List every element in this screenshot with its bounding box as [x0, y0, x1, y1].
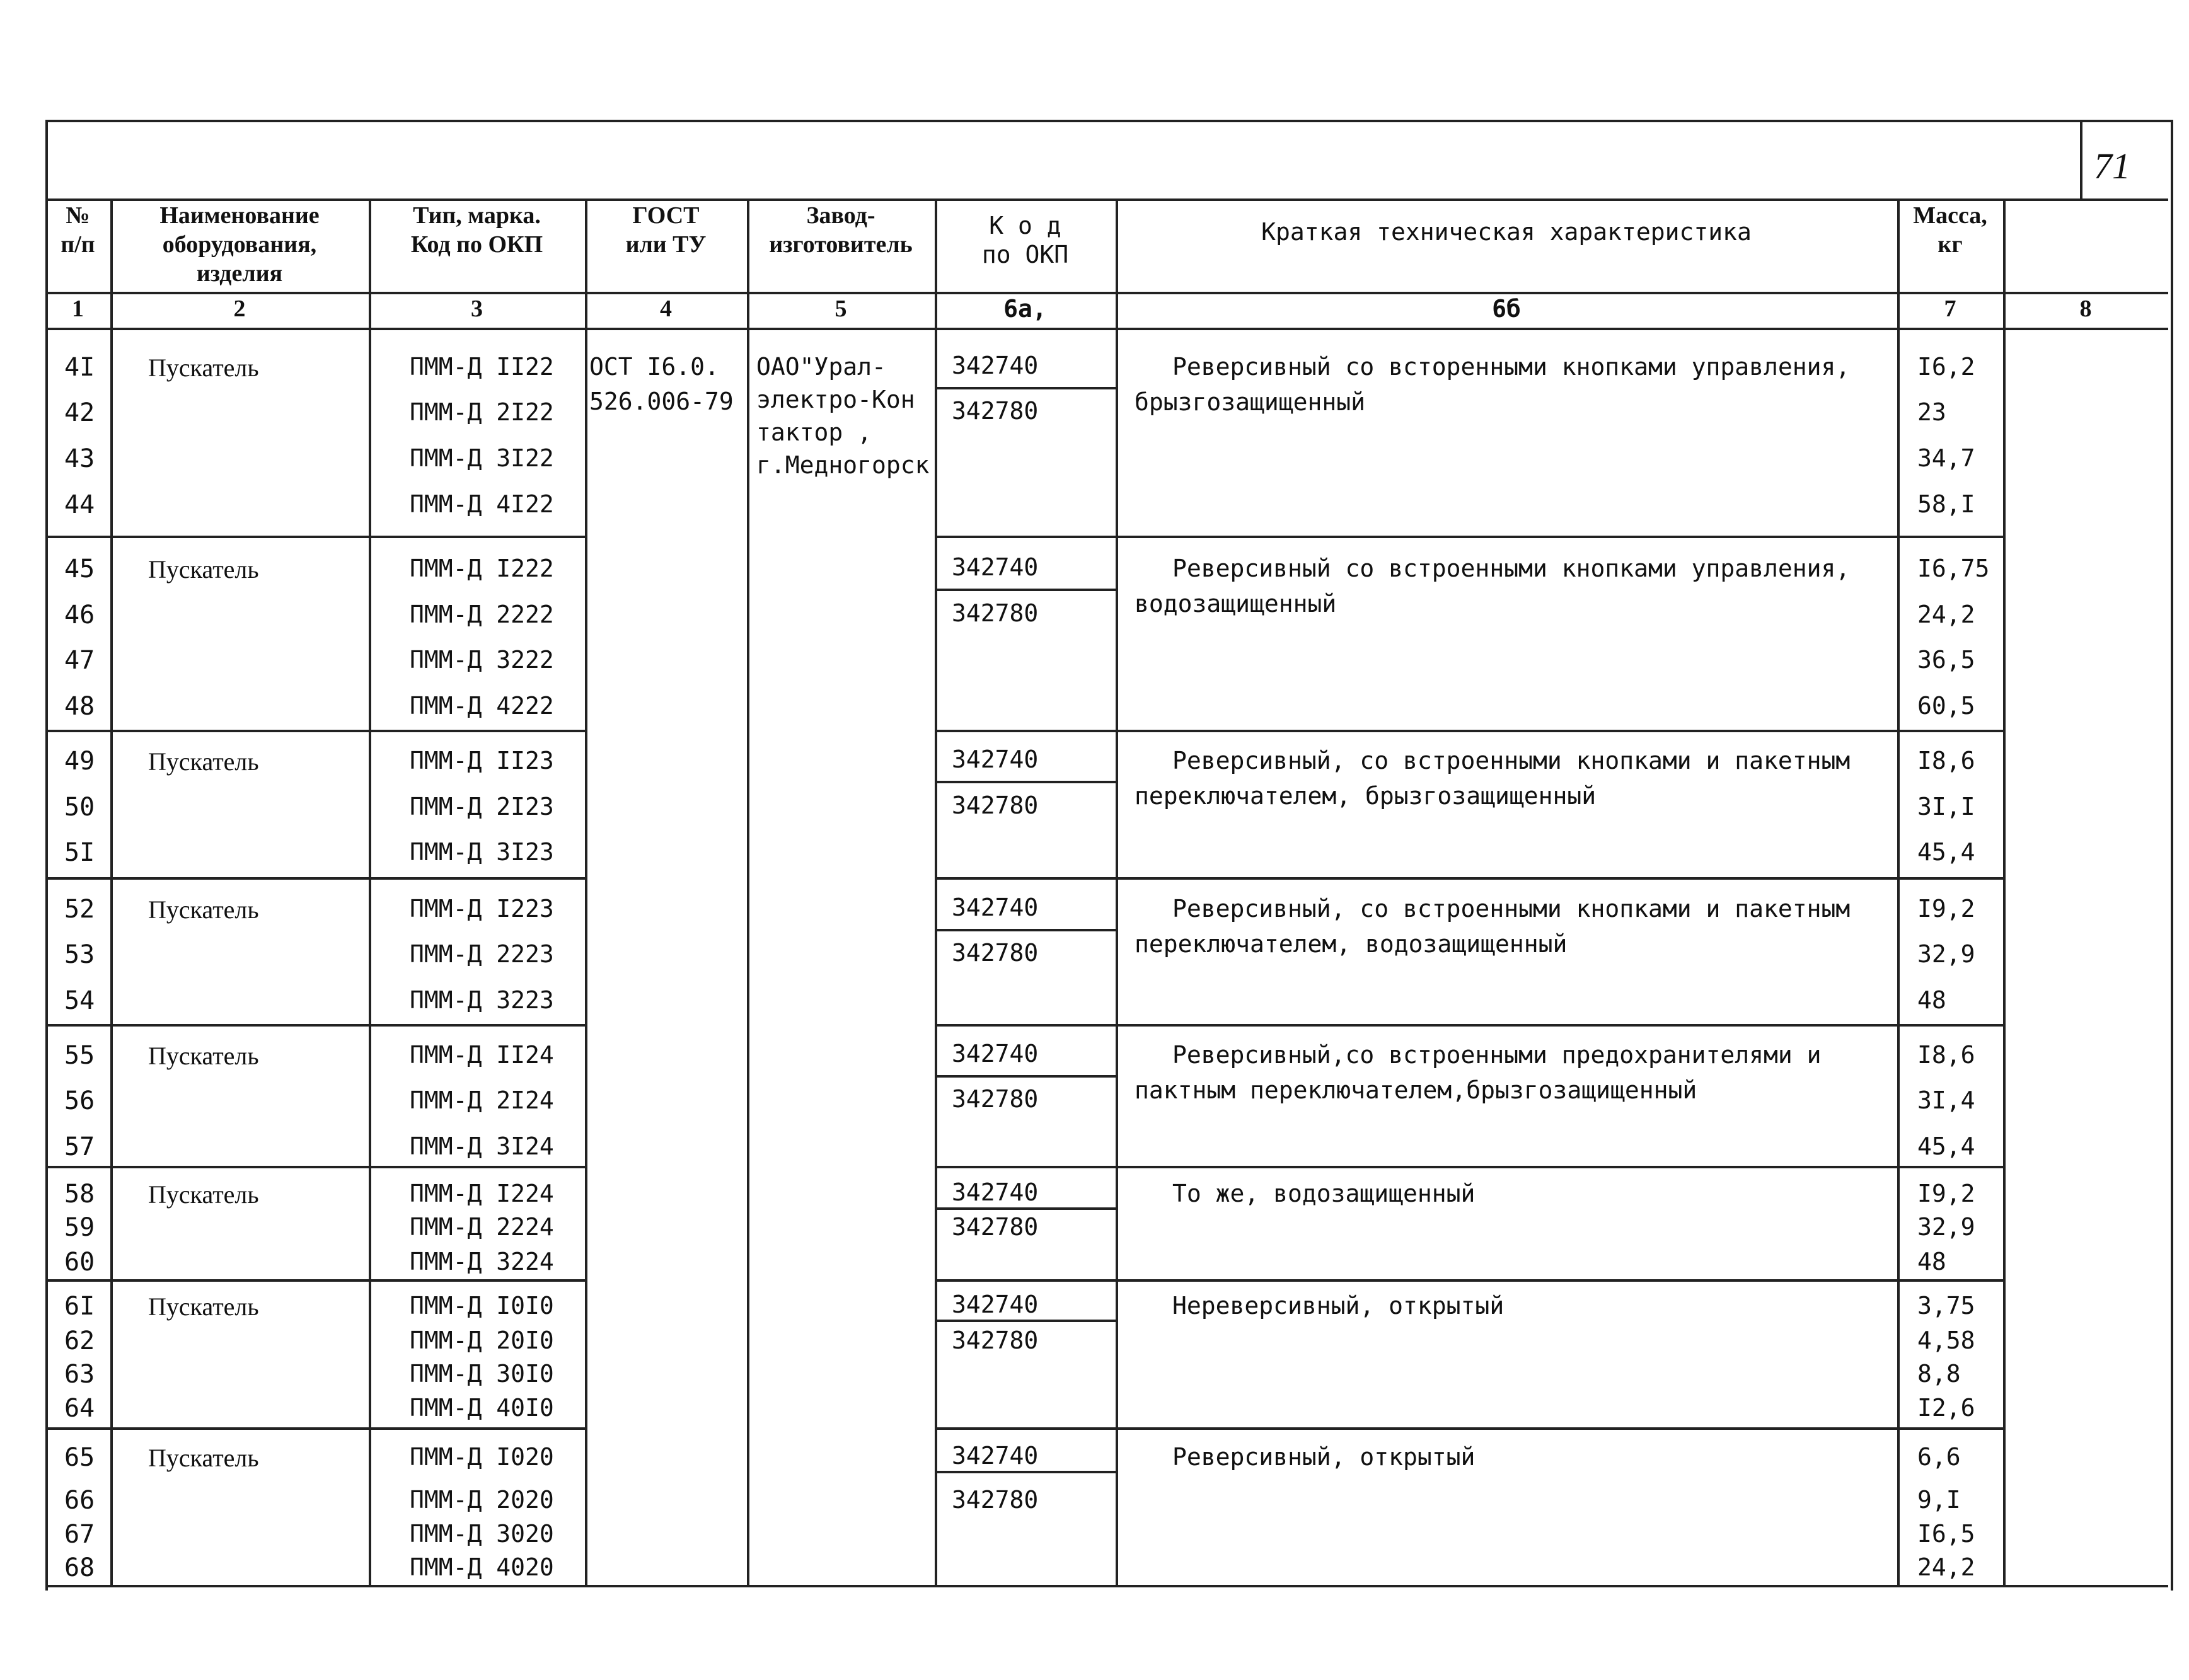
type-mark: ПММ-Д 4222 [410, 692, 554, 720]
column-number-4: 4 [660, 296, 672, 322]
gost-standard: ОСТ I6.0. [589, 353, 719, 381]
row-number: 49 [64, 747, 95, 776]
row-number: 65 [64, 1443, 95, 1472]
type-mark: ПММ-Д II24 [410, 1041, 554, 1069]
column-divider [935, 328, 937, 1585]
okp-code-divider [935, 781, 1116, 783]
row-number: 60 [64, 1248, 95, 1277]
page-number-box-border [2080, 121, 2082, 198]
type-mark: ПММ-Д I224 [410, 1180, 554, 1207]
okp-code-divider [935, 1320, 1116, 1322]
type-mark: ПММ-Д 2020 [410, 1486, 554, 1514]
group-separator [45, 730, 585, 732]
mass-value: 36,5 [1917, 646, 1975, 674]
okp-code: 342780 [952, 599, 1039, 627]
row-number: 59 [64, 1213, 95, 1242]
type-mark: ПММ-Д 3I24 [410, 1132, 554, 1160]
mass-value: 48 [1917, 1248, 1946, 1275]
row-number: 63 [64, 1360, 95, 1389]
group-separator [45, 877, 585, 880]
type-mark: ПММ-Д 30I0 [410, 1360, 554, 1388]
mass-value: I8,6 [1917, 1041, 1975, 1069]
mass-value: I9,2 [1917, 1180, 1975, 1207]
row-number: 58 [64, 1180, 95, 1209]
okp-code: 342740 [952, 1291, 1039, 1318]
column-number-2: 2 [233, 296, 246, 322]
type-mark: ПММ-Д 3I23 [410, 838, 554, 866]
technical-characteristic: Реверсивный, открытый [1172, 1443, 1476, 1471]
okp-code: 342740 [952, 894, 1039, 921]
okp-code: 342740 [952, 352, 1039, 379]
header-col7: Масса, кг [1913, 202, 1987, 258]
mass-value: 48 [1917, 986, 1946, 1014]
okp-code-divider [935, 1075, 1116, 1078]
type-mark: ПММ-Д 3224 [410, 1248, 554, 1275]
technical-characteristic: Реверсивный, со встроенными кнопками и пакетным [1172, 895, 1851, 923]
type-mark: ПММ-Д 4I22 [410, 490, 554, 518]
mass-value: 32,9 [1917, 940, 1975, 968]
equipment-name: Пускатель [148, 1180, 259, 1209]
manufacturer: ОАО"Урал- [756, 353, 886, 381]
type-mark: ПММ-Д I223 [410, 895, 554, 923]
group-separator [935, 1024, 2003, 1027]
okp-code-divider [935, 1207, 1116, 1210]
technical-characteristic: пактным переключателем,брызгозащищенный [1135, 1076, 1697, 1104]
column-number-6: 6а, [1003, 295, 1047, 323]
row-number: 67 [64, 1520, 95, 1549]
okp-code-divider [935, 589, 1116, 591]
technical-characteristic: То же, водозащищенный [1172, 1180, 1476, 1207]
row-number: 5I [64, 838, 95, 867]
row-number: 46 [64, 601, 95, 630]
group-separator [45, 1427, 585, 1430]
type-mark: ПММ-Д 2I23 [410, 793, 554, 820]
column-number-rule [45, 328, 2168, 330]
type-mark: ПММ-Д 4020 [410, 1553, 554, 1581]
type-mark: ПММ-Д I222 [410, 555, 554, 582]
group-separator [935, 1427, 2003, 1430]
manufacturer: г.Медногорск [756, 451, 930, 479]
column-number-8: 7 [1944, 296, 1956, 322]
type-mark: ПММ-Д II23 [410, 747, 554, 774]
technical-characteristic: переключателем, водозащищенный [1135, 930, 1568, 958]
type-mark: ПММ-Д 2224 [410, 1213, 554, 1241]
column-divider [369, 328, 371, 1585]
equipment-name: Пускатель [148, 747, 259, 776]
technical-characteristic: Реверсивный, со встроенными кнопками и пакетным [1172, 747, 1851, 774]
column-divider [2003, 328, 2006, 1585]
technical-characteristic: водозащищенный [1135, 590, 1337, 618]
okp-code: 342740 [952, 1040, 1039, 1067]
equipment-name: Пускатель [148, 1292, 259, 1321]
group-separator [935, 1166, 2003, 1168]
okp-code: 342780 [952, 1213, 1039, 1241]
row-number: 4I [64, 353, 95, 382]
row-number: 66 [64, 1486, 95, 1515]
technical-characteristic: Реверсивный со всторенными кнопками управления, [1172, 353, 1851, 381]
column-number-1: 1 [72, 296, 84, 322]
column-divider [1116, 328, 1118, 1585]
row-number: 68 [64, 1553, 95, 1582]
group-separator [45, 536, 585, 538]
mass-value: I6,2 [1917, 353, 1975, 381]
row-number: 45 [64, 555, 95, 584]
row-number: 56 [64, 1086, 95, 1115]
mass-value: I9,2 [1917, 895, 1975, 923]
header-col6a: К о д по ОКП [981, 212, 1069, 268]
mass-value: I2,6 [1917, 1394, 1975, 1422]
okp-code: 342780 [952, 1486, 1039, 1514]
group-separator [935, 536, 2003, 538]
okp-code: 342780 [952, 397, 1039, 425]
manufacturer: электро-Кон [756, 386, 915, 413]
header-col5: Завод- изготовитель [769, 202, 913, 258]
group-separator [935, 877, 2003, 880]
mass-value: 24,2 [1917, 601, 1975, 628]
row-number: 53 [64, 940, 95, 969]
group-separator [45, 1166, 585, 1168]
technical-characteristic: Реверсивный,со встроенными предохранителями и [1172, 1041, 1822, 1069]
equipment-name: Пускатель [148, 1042, 259, 1070]
row-number: 42 [64, 398, 95, 427]
column-number-7: 6б [1492, 295, 1521, 323]
column-number-9: 8 [2079, 296, 2092, 322]
type-mark: ПММ-Д 3223 [410, 986, 554, 1014]
type-mark: ПММ-Д I020 [410, 1443, 554, 1471]
header-col6b: Краткая техническая характеристика [1261, 218, 1752, 246]
type-mark: ПММ-Д 20I0 [410, 1326, 554, 1354]
type-mark: ПММ-Д 2I24 [410, 1086, 554, 1114]
mass-value: 3I,I [1917, 793, 1975, 820]
okp-code: 342740 [952, 553, 1039, 581]
okp-code-divider [935, 929, 1116, 931]
type-mark: ПММ-Д 3020 [410, 1520, 554, 1548]
table-frame [45, 120, 2173, 1591]
row-number: 47 [64, 646, 95, 675]
okp-code: 342780 [952, 1085, 1039, 1113]
header-col1: № п/п [61, 202, 95, 258]
row-number: 52 [64, 895, 95, 924]
mass-value: 34,7 [1917, 444, 1975, 472]
row-number: 43 [64, 444, 95, 473]
type-mark: ПММ-Д 2223 [410, 940, 554, 968]
page-number: 71 [2094, 146, 2130, 187]
mass-value: 58,I [1917, 490, 1975, 518]
mass-value: 9,I [1917, 1486, 1961, 1514]
mass-value: 60,5 [1917, 692, 1975, 720]
type-mark: ПММ-Д 2222 [410, 601, 554, 628]
header-col4: ГОСТ или ТУ [625, 202, 707, 258]
mass-value: I6,75 [1917, 555, 1990, 582]
group-separator [935, 730, 2003, 732]
okp-code: 342780 [952, 939, 1039, 967]
equipment-name: Пускатель [148, 1444, 259, 1472]
okp-code-divider [935, 387, 1116, 389]
group-separator [45, 1279, 585, 1282]
mass-value: 23 [1917, 398, 1946, 426]
okp-code: 342780 [952, 1326, 1039, 1354]
table-bottom-rule [45, 1585, 2168, 1587]
mass-value: 8,8 [1917, 1360, 1961, 1388]
type-mark: ПММ-Д I0I0 [410, 1292, 554, 1320]
row-number: 55 [64, 1041, 95, 1070]
gost-standard: 526.006-79 [589, 388, 734, 415]
mass-value: 45,4 [1917, 838, 1975, 866]
equipment-name: Пускатель [148, 354, 259, 382]
mass-value: I8,6 [1917, 747, 1975, 774]
equipment-name: Пускатель [148, 895, 259, 924]
mass-value: 45,4 [1917, 1132, 1975, 1160]
row-number: 64 [64, 1394, 95, 1423]
technical-characteristic: Нереверсивный, открытый [1172, 1292, 1505, 1320]
group-separator [935, 1279, 2003, 1282]
manufacturer: тактор , [756, 418, 872, 446]
mass-value: 3I,4 [1917, 1086, 1975, 1114]
column-divider [110, 328, 113, 1585]
row-number: 50 [64, 793, 95, 822]
row-number: 57 [64, 1132, 95, 1161]
column-divider [1897, 328, 1900, 1585]
mass-value: 4,58 [1917, 1326, 1975, 1354]
mass-value: I6,5 [1917, 1520, 1975, 1548]
technical-characteristic: переключателем, брызгозащищенный [1135, 782, 1597, 810]
okp-code: 342740 [952, 1442, 1039, 1470]
type-mark: ПММ-Д 3I22 [410, 444, 554, 472]
type-mark: ПММ-Д 40I0 [410, 1394, 554, 1422]
technical-characteristic: брызгозащищенный [1135, 388, 1366, 416]
okp-code: 342740 [952, 1178, 1039, 1206]
okp-code: 342780 [952, 791, 1039, 819]
column-divider [747, 328, 749, 1585]
row-number: 48 [64, 692, 95, 721]
mass-value: 32,9 [1917, 1213, 1975, 1241]
header-col3: Тип, марка. Код по ОКП [410, 202, 543, 258]
mass-value: 6,6 [1917, 1443, 1961, 1471]
row-number: 6I [64, 1292, 95, 1321]
column-number-3: 3 [471, 296, 483, 322]
type-mark: ПММ-Д 2I22 [410, 398, 554, 426]
group-separator [45, 1024, 585, 1027]
mass-value: 3,75 [1917, 1292, 1975, 1320]
row-number: 62 [64, 1326, 95, 1355]
technical-characteristic: Реверсивный со встроенными кнопками управления, [1172, 555, 1851, 582]
mass-value: 24,2 [1917, 1553, 1975, 1581]
column-number-5: 5 [835, 296, 847, 322]
okp-code: 342740 [952, 745, 1039, 773]
equipment-name: Пускатель [148, 555, 259, 584]
type-mark: ПММ-Д II22 [410, 353, 554, 381]
header-col2: Наименование оборудования, изделия [159, 202, 320, 287]
row-number: 54 [64, 986, 95, 1015]
okp-code-divider [935, 1471, 1116, 1473]
type-mark: ПММ-Д 3222 [410, 646, 554, 674]
column-divider [585, 328, 587, 1585]
row-number: 44 [64, 490, 95, 519]
